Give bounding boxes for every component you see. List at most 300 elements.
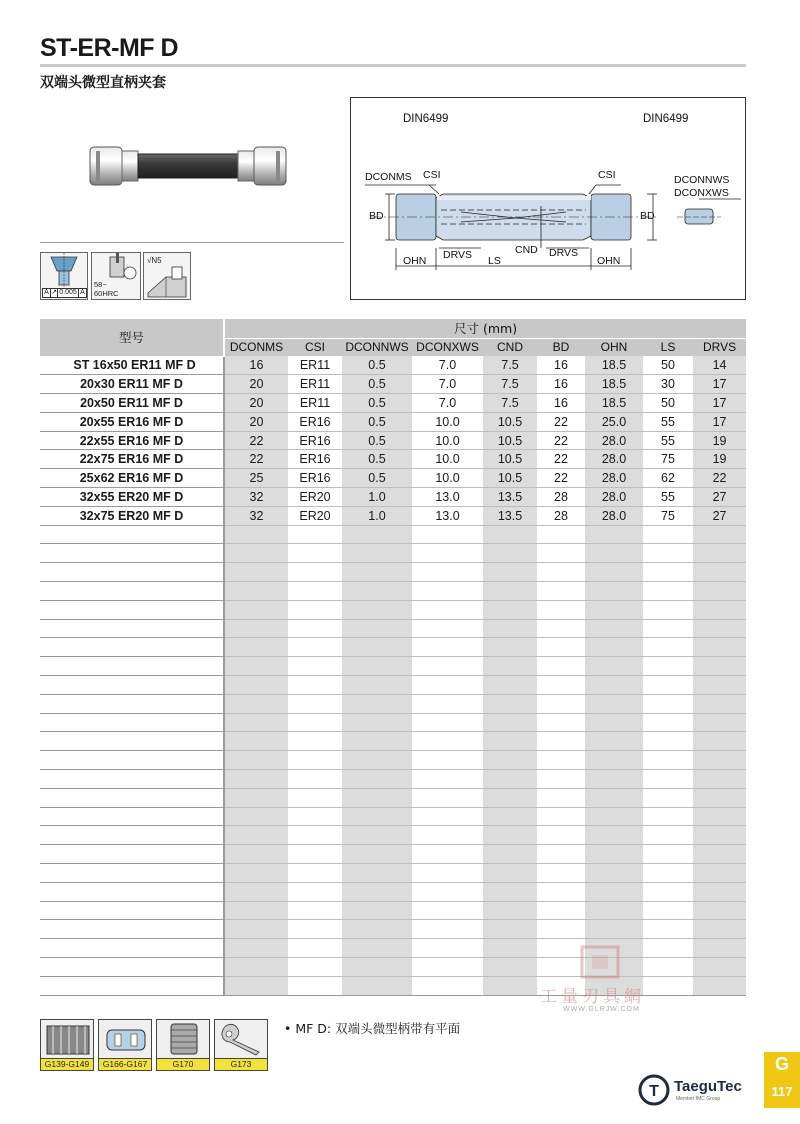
- empty-model-cell: [40, 676, 224, 695]
- cell-drvs: 17: [693, 375, 746, 394]
- empty-cell: [693, 676, 746, 695]
- empty-cell: [643, 694, 693, 713]
- empty-cell: [537, 525, 585, 544]
- cell-dconnws: 0.5: [342, 431, 412, 450]
- empty-cell: [342, 525, 412, 544]
- empty-cell: [288, 544, 342, 563]
- cell-dconxws: 7.0: [412, 375, 483, 394]
- watermark-url: WWW.GLRJW.COM: [563, 1006, 640, 1013]
- cell-dconms: 22: [224, 450, 288, 469]
- empty-cell: [224, 619, 288, 638]
- empty-cell: [643, 544, 693, 563]
- empty-cell: [412, 732, 483, 751]
- empty-cell: [412, 638, 483, 657]
- empty-cell: [537, 845, 585, 864]
- empty-model-cell: [40, 826, 224, 845]
- table-row: [40, 375, 746, 394]
- tolerance-spec-icon: [40, 252, 88, 300]
- empty-cell: [342, 958, 412, 977]
- empty-cell: [224, 582, 288, 601]
- empty-row: [40, 619, 746, 638]
- cell-drvs: 22: [693, 469, 746, 488]
- empty-row: [40, 638, 746, 657]
- empty-cell: [342, 582, 412, 601]
- empty-cell: [693, 920, 746, 939]
- empty-cell: [342, 939, 412, 958]
- clamping-nut-ref-icon[interactable]: [156, 1019, 210, 1071]
- cell-bd: 22: [537, 469, 585, 488]
- empty-cell: [643, 864, 693, 883]
- empty-cell: [643, 845, 693, 864]
- column-header-dconnws: DCONNWS: [342, 338, 412, 356]
- empty-model-cell: [40, 788, 224, 807]
- cell-bd: 22: [537, 431, 585, 450]
- empty-model-cell: [40, 920, 224, 939]
- empty-cell: [342, 845, 412, 864]
- empty-cell: [288, 638, 342, 657]
- dimensions-header: 尺寸 (mm): [224, 319, 746, 338]
- empty-cell: [693, 788, 746, 807]
- empty-cell: [693, 976, 746, 995]
- table-row: [40, 506, 746, 525]
- technical-drawing: [350, 97, 746, 300]
- empty-cell: [412, 788, 483, 807]
- empty-cell: [585, 694, 643, 713]
- empty-cell: [288, 732, 342, 751]
- cell-ls: 50: [643, 356, 693, 375]
- empty-model-cell: [40, 807, 224, 826]
- empty-cell: [342, 619, 412, 638]
- wrench-icon: [215, 1020, 269, 1058]
- empty-cell: [224, 864, 288, 883]
- datum-ref: A: [80, 289, 85, 296]
- hardness-line1: 58~: [94, 280, 107, 289]
- empty-cell: [224, 544, 288, 563]
- collet-ref-icon[interactable]: [40, 1019, 94, 1071]
- model-column-header: 型号: [40, 319, 224, 356]
- empty-row: [40, 770, 746, 789]
- empty-cell: [537, 619, 585, 638]
- cell-dconms: 22: [224, 431, 288, 450]
- empty-row: [40, 788, 746, 807]
- empty-cell: [483, 882, 537, 901]
- empty-cell: [288, 864, 342, 883]
- empty-model-cell: [40, 958, 224, 977]
- hardness-spec-icon: [91, 252, 141, 300]
- empty-cell: [483, 788, 537, 807]
- empty-cell: [412, 901, 483, 920]
- collet-chuck-photo: [88, 137, 288, 195]
- empty-cell: [537, 600, 585, 619]
- empty-cell: [537, 920, 585, 939]
- empty-cell: [693, 770, 746, 789]
- spec-table: [40, 319, 746, 996]
- empty-model-cell: [40, 732, 224, 751]
- empty-cell: [224, 525, 288, 544]
- nut-icon: [99, 1020, 153, 1058]
- column-header-cnd: CND: [483, 338, 537, 356]
- empty-cell: [693, 563, 746, 582]
- empty-cell: [585, 901, 643, 920]
- empty-cell: [585, 770, 643, 789]
- empty-cell: [643, 826, 693, 845]
- empty-cell: [412, 600, 483, 619]
- label-bd-right: BD: [640, 210, 655, 222]
- cell-drvs: 14: [693, 356, 746, 375]
- cell-drvs: 19: [693, 450, 746, 469]
- empty-model-cell: [40, 619, 224, 638]
- empty-cell: [693, 882, 746, 901]
- cell-dconxws: 10.0: [412, 412, 483, 431]
- model-cell: 32x55 ER20 MF D: [40, 488, 224, 507]
- empty-cell: [483, 582, 537, 601]
- page-subtitle: 双端头微型直柄夹套: [40, 75, 166, 91]
- empty-cell: [585, 713, 643, 732]
- empty-row: [40, 732, 746, 751]
- empty-cell: [224, 788, 288, 807]
- empty-cell: [483, 845, 537, 864]
- cell-dconms: 20: [224, 375, 288, 394]
- empty-cell: [483, 770, 537, 789]
- empty-model-cell: [40, 939, 224, 958]
- empty-cell: [342, 638, 412, 657]
- empty-cell: [224, 920, 288, 939]
- empty-cell: [342, 901, 412, 920]
- page-title: ST-ER-MF D: [40, 34, 179, 62]
- empty-cell: [643, 882, 693, 901]
- empty-cell: [483, 976, 537, 995]
- empty-cell: [483, 751, 537, 770]
- empty-cell: [693, 582, 746, 601]
- empty-cell: [342, 882, 412, 901]
- empty-cell: [693, 525, 746, 544]
- empty-cell: [585, 845, 643, 864]
- empty-row: [40, 882, 746, 901]
- empty-cell: [224, 676, 288, 695]
- empty-cell: [412, 694, 483, 713]
- empty-cell: [288, 619, 342, 638]
- watermark-text: 工量刃具網: [540, 987, 645, 1007]
- left-divider: [40, 242, 344, 243]
- table-row: [40, 488, 746, 507]
- empty-row: [40, 525, 746, 544]
- empty-cell: [224, 713, 288, 732]
- brand-subtitle: Member IMC Group: [676, 1096, 721, 1102]
- ref-label-3: G170: [157, 1058, 209, 1070]
- empty-cell: [537, 864, 585, 883]
- empty-cell: [483, 807, 537, 826]
- empty-cell: [585, 544, 643, 563]
- cell-cnd: 13.5: [483, 506, 537, 525]
- empty-cell: [342, 676, 412, 695]
- cell-ls: 55: [643, 488, 693, 507]
- empty-cell: [288, 976, 342, 995]
- cell-drvs: 19: [693, 431, 746, 450]
- empty-cell: [412, 920, 483, 939]
- label-bd-left: BD: [369, 210, 384, 222]
- label-ohn-left: OHN: [403, 255, 427, 267]
- drawing-geometry: [351, 98, 747, 301]
- empty-cell: [537, 770, 585, 789]
- empty-row: [40, 826, 746, 845]
- empty-cell: [693, 619, 746, 638]
- empty-cell: [483, 826, 537, 845]
- empty-row: [40, 657, 746, 676]
- empty-cell: [643, 920, 693, 939]
- hardness-icon: [92, 253, 140, 281]
- empty-cell: [585, 619, 643, 638]
- cell-drvs: 27: [693, 506, 746, 525]
- empty-cell: [288, 920, 342, 939]
- empty-cell: [288, 751, 342, 770]
- empty-cell: [483, 563, 537, 582]
- table-row: [40, 450, 746, 469]
- empty-cell: [412, 807, 483, 826]
- cell-dconxws: 10.0: [412, 469, 483, 488]
- empty-row: [40, 901, 746, 920]
- cell-bd: 22: [537, 450, 585, 469]
- cell-dconnws: 0.5: [342, 412, 412, 431]
- empty-cell: [537, 544, 585, 563]
- cell-dconms: 32: [224, 488, 288, 507]
- cell-cnd: 10.5: [483, 412, 537, 431]
- cell-ohn: 28.0: [585, 450, 643, 469]
- empty-model-cell: [40, 713, 224, 732]
- empty-model-cell: [40, 638, 224, 657]
- empty-cell: [224, 751, 288, 770]
- empty-cell: [585, 788, 643, 807]
- empty-cell: [585, 582, 643, 601]
- cell-ohn: 18.5: [585, 356, 643, 375]
- empty-cell: [412, 864, 483, 883]
- cell-drvs: 17: [693, 412, 746, 431]
- empty-cell: [693, 939, 746, 958]
- empty-cell: [288, 958, 342, 977]
- empty-row: [40, 751, 746, 770]
- model-cell: 32x75 ER20 MF D: [40, 506, 224, 525]
- wrench-ref-icon[interactable]: [214, 1019, 268, 1071]
- cell-cnd: 7.5: [483, 375, 537, 394]
- cell-csi: ER11: [288, 394, 342, 413]
- column-header-csi: CSI: [288, 338, 342, 356]
- empty-cell: [693, 657, 746, 676]
- cell-dconnws: 0.5: [342, 375, 412, 394]
- empty-row: [40, 582, 746, 601]
- empty-model-cell: [40, 864, 224, 883]
- empty-cell: [288, 770, 342, 789]
- empty-cell: [643, 619, 693, 638]
- empty-model-cell: [40, 525, 224, 544]
- empty-row: [40, 544, 746, 563]
- empty-cell: [537, 807, 585, 826]
- cell-csi: ER16: [288, 450, 342, 469]
- cell-cnd: 13.5: [483, 488, 537, 507]
- cell-dconms: 25: [224, 469, 288, 488]
- hardness-line2: 60HRC: [94, 289, 119, 298]
- column-header-ls: LS: [643, 338, 693, 356]
- tolerance-value: 0.005: [58, 289, 79, 297]
- cell-dconxws: 13.0: [412, 506, 483, 525]
- model-cell: 20x50 ER11 MF D: [40, 394, 224, 413]
- cell-csi: ER11: [288, 375, 342, 394]
- empty-cell: [693, 713, 746, 732]
- empty-cell: [412, 563, 483, 582]
- empty-cell: [342, 807, 412, 826]
- empty-cell: [693, 638, 746, 657]
- cell-ohn: 28.0: [585, 469, 643, 488]
- cell-dconnws: 1.0: [342, 488, 412, 507]
- empty-model-cell: [40, 657, 224, 676]
- cell-cnd: 7.5: [483, 394, 537, 413]
- empty-cell: [224, 694, 288, 713]
- empty-cell: [342, 770, 412, 789]
- cell-ohn: 28.0: [585, 431, 643, 450]
- cell-ls: 55: [643, 431, 693, 450]
- cell-bd: 22: [537, 412, 585, 431]
- empty-model-cell: [40, 544, 224, 563]
- label-ls: LS: [488, 255, 501, 267]
- empty-cell: [412, 976, 483, 995]
- empty-cell: [537, 694, 585, 713]
- empty-cell: [643, 751, 693, 770]
- empty-cell: [643, 901, 693, 920]
- cell-csi: ER16: [288, 469, 342, 488]
- empty-cell: [224, 939, 288, 958]
- cell-dconms: 20: [224, 394, 288, 413]
- empty-cell: [288, 807, 342, 826]
- empty-cell: [288, 788, 342, 807]
- cell-ohn: 28.0: [585, 506, 643, 525]
- cell-dconnws: 1.0: [342, 506, 412, 525]
- label-dconms: DCONMS: [365, 171, 412, 183]
- empty-cell: [288, 657, 342, 676]
- empty-cell: [412, 770, 483, 789]
- cell-csi: ER11: [288, 356, 342, 375]
- cell-cnd: 10.5: [483, 450, 537, 469]
- empty-cell: [412, 525, 483, 544]
- empty-row: [40, 694, 746, 713]
- empty-cell: [288, 713, 342, 732]
- empty-cell: [537, 882, 585, 901]
- cell-csi: ER16: [288, 412, 342, 431]
- empty-cell: [643, 807, 693, 826]
- empty-cell: [643, 713, 693, 732]
- empty-cell: [643, 582, 693, 601]
- empty-cell: [342, 976, 412, 995]
- column-header-drvs: DRVS: [693, 338, 746, 356]
- empty-cell: [585, 920, 643, 939]
- empty-cell: [224, 638, 288, 657]
- empty-cell: [412, 619, 483, 638]
- empty-cell: [224, 770, 288, 789]
- cell-dconnws: 0.5: [342, 394, 412, 413]
- cell-csi: ER20: [288, 506, 342, 525]
- page-number: 117: [771, 1084, 793, 1099]
- threaded-nut-icon: [157, 1020, 211, 1058]
- ref-label-1: G139-G149: [41, 1058, 93, 1070]
- cell-cnd: 10.5: [483, 431, 537, 450]
- empty-cell: [585, 563, 643, 582]
- empty-cell: [412, 713, 483, 732]
- model-cell: 25x62 ER16 MF D: [40, 469, 224, 488]
- empty-cell: [693, 958, 746, 977]
- empty-cell: [412, 826, 483, 845]
- empty-cell: [342, 864, 412, 883]
- empty-cell: [483, 600, 537, 619]
- empty-cell: [412, 939, 483, 958]
- empty-cell: [585, 826, 643, 845]
- empty-cell: [342, 920, 412, 939]
- cell-ls: 75: [643, 506, 693, 525]
- model-cell: ST 16x50 ER11 MF D: [40, 356, 224, 375]
- empty-cell: [537, 732, 585, 751]
- cell-ls: 55: [643, 412, 693, 431]
- empty-cell: [288, 600, 342, 619]
- empty-cell: [537, 751, 585, 770]
- empty-cell: [224, 600, 288, 619]
- surface-icon: [144, 253, 190, 299]
- empty-cell: [643, 788, 693, 807]
- empty-cell: [342, 713, 412, 732]
- table-row: [40, 431, 746, 450]
- empty-cell: [537, 563, 585, 582]
- empty-cell: [342, 826, 412, 845]
- empty-cell: [288, 676, 342, 695]
- empty-cell: [483, 958, 537, 977]
- empty-cell: [342, 563, 412, 582]
- empty-cell: [537, 676, 585, 695]
- empty-cell: [412, 882, 483, 901]
- empty-cell: [585, 807, 643, 826]
- empty-cell: [412, 751, 483, 770]
- label-csi-right: CSI: [598, 169, 616, 181]
- cell-ohn: 25.0: [585, 412, 643, 431]
- empty-cell: [483, 901, 537, 920]
- empty-cell: [585, 864, 643, 883]
- empty-model-cell: [40, 582, 224, 601]
- empty-cell: [585, 600, 643, 619]
- cell-dconms: 20: [224, 412, 288, 431]
- empty-model-cell: [40, 694, 224, 713]
- holder-icon: [41, 253, 87, 287]
- label-drvs-right: DRVS: [549, 247, 578, 259]
- model-cell: 20x30 ER11 MF D: [40, 375, 224, 394]
- cell-dconxws: 7.0: [412, 394, 483, 413]
- empty-cell: [288, 525, 342, 544]
- empty-model-cell: [40, 845, 224, 864]
- empty-cell: [483, 920, 537, 939]
- empty-cell: [288, 845, 342, 864]
- empty-cell: [412, 582, 483, 601]
- column-header-ohn: OHN: [585, 338, 643, 356]
- empty-row: [40, 845, 746, 864]
- empty-model-cell: [40, 600, 224, 619]
- empty-cell: [483, 939, 537, 958]
- empty-cell: [483, 544, 537, 563]
- empty-model-cell: [40, 563, 224, 582]
- wrench-nut-ref-icon[interactable]: [98, 1019, 152, 1071]
- empty-cell: [483, 657, 537, 676]
- empty-cell: [412, 845, 483, 864]
- empty-cell: [693, 751, 746, 770]
- cell-csi: ER16: [288, 431, 342, 450]
- datum-label: A: [43, 289, 51, 297]
- empty-cell: [643, 770, 693, 789]
- label-cnd: CND: [515, 244, 538, 256]
- empty-cell: [224, 901, 288, 920]
- empty-cell: [643, 600, 693, 619]
- empty-cell: [412, 676, 483, 695]
